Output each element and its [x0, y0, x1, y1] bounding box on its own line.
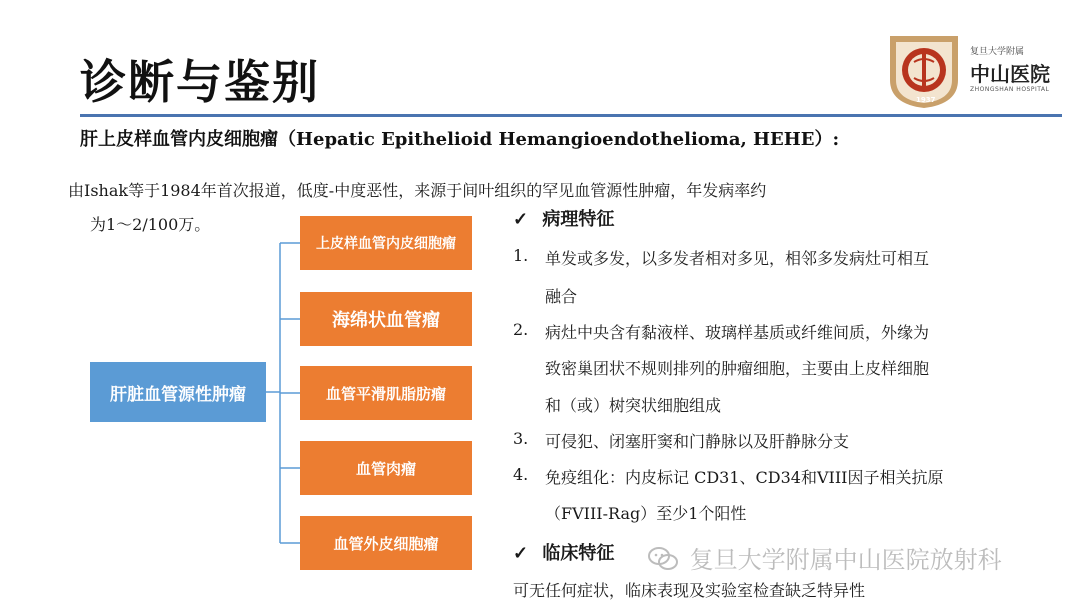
diagram-child-box: 海绵状血管瘤 — [300, 292, 472, 346]
list-item-number: 4. — [513, 465, 529, 484]
intro-line-2: 为1～2/100万。 — [90, 215, 211, 234]
watermark — [648, 540, 1002, 575]
diagram-child-box: 血管外皮细胞瘤 — [300, 516, 472, 570]
watermark-text: 复旦大学附属中山医院放射科 — [689, 546, 1002, 574]
list-item-text: 致密巢团状不规则排列的肿瘤细胞，主要由上皮样细胞 — [545, 359, 930, 378]
wechat-icon — [648, 546, 678, 572]
checkmark-icon: ✓ — [513, 209, 529, 230]
logo-subtitle: 复旦大学附属 — [970, 47, 1025, 57]
list-item-text: 可侵犯、闭塞肝窦和门静脉以及肝静脉分支 — [545, 432, 850, 451]
diagram-child-box: 血管肉瘤 — [300, 441, 472, 495]
list-item-number: 2. — [513, 320, 529, 339]
list-item-number: 1. — [513, 246, 529, 265]
list-item-number: 3. — [513, 429, 529, 448]
clinical-section-title — [513, 539, 614, 565]
checkmark-icon: ✓ — [513, 543, 529, 564]
page-title: 诊断与鉴别 — [80, 55, 320, 109]
pathology-title: 病理特征 — [542, 209, 615, 230]
diagram-root-box: 肝脏血管源性肿瘤 — [90, 362, 266, 422]
list-item-text: 融合 — [545, 287, 578, 306]
diagram-child-box: 血管平滑肌脂肪瘤 — [300, 366, 472, 420]
list-item-text: 单发或多发，以多发者相对多见，相邻多发病灶可相互 — [545, 249, 930, 268]
section-heading: 肝上皮样血管内皮细胞瘤（Hepatic Epithelioid Hemangioendothelioma, HEHE）: — [80, 129, 840, 150]
logo-name: 中山医院 — [970, 62, 1050, 86]
clinical-title: 临床特征 — [542, 543, 615, 564]
list-item-text: 病灶中央含有黏液样、玻璃样基质或纤维间质，外缘为 — [545, 323, 930, 342]
pathology-section-title — [513, 205, 614, 231]
list-item-text: 免疫组化：内皮标记 CD31、CD34和VIII因子相关抗原 — [545, 468, 944, 487]
logo-year: 1937 — [916, 96, 936, 104]
logo-english: ZHONGSHAN HOSPITAL — [970, 86, 1050, 93]
diagram-child-box: 上皮样血管内皮细胞瘤 — [300, 216, 472, 270]
clinical-text: 可无任何症状，临床表现及实验室检查缺乏特异性 — [513, 581, 866, 600]
list-item-text: （FVIII-Rag）至少1个阳性 — [545, 504, 747, 523]
intro-line-1: 由Ishak等于1984年首次报道，低度-中度恶性，来源于间叶组织的罕见血管源性肿瘤，年发病率约 — [68, 181, 767, 200]
list-item-text: 和（或）树突状细胞组成 — [545, 396, 722, 415]
